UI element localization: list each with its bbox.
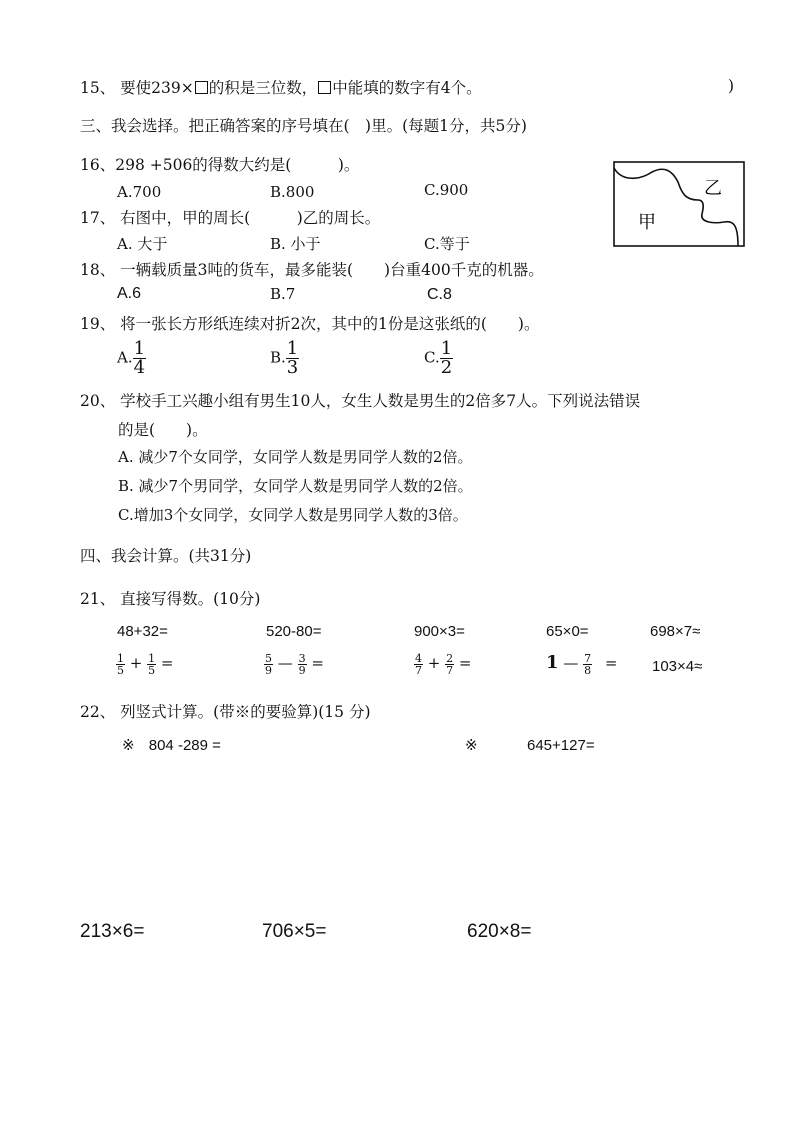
- q18-option-b: B.7: [270, 285, 296, 303]
- vertical-calc-item-2: 645+127=: [527, 737, 595, 754]
- section-3-title: 三、我会选择。把正确答案的序号填在( )里。(每题1分，共5分): [80, 117, 527, 135]
- question-21-title: 21、 直接写得数。(10分): [80, 590, 261, 608]
- calc-item: 103×4≈: [652, 658, 703, 675]
- question-text: 中能填的数字有4个。: [332, 79, 482, 97]
- q16-option-b: B.800: [270, 183, 315, 201]
- fraction: $\frac{5}{9}$: [265, 651, 272, 677]
- check-mark-icon: ※: [465, 737, 478, 754]
- calc-item-fraction: $\frac{4}{7}$ + $\frac{2}{7}$ =: [415, 651, 472, 677]
- vertical-calc-item-3: 213×6=: [80, 921, 145, 942]
- question-16: 16、298 +506的得数大约是( )。: [80, 156, 360, 174]
- section-4-title: 四、我会计算。(共31分): [80, 547, 252, 565]
- q19-option-c: C. $\frac{1}{2}$: [424, 338, 453, 378]
- question-18: 18、 一辆载质量3吨的货车，最多能装( )台重400千克的机器。: [80, 261, 544, 279]
- q20-option-b: B. 减少7个男同学，女同学人数是男同学人数的2倍。: [118, 477, 473, 495]
- q17-option-a: A. 大于: [117, 235, 168, 253]
- calc-item: 520-80=: [266, 623, 322, 640]
- blank-box-icon: [318, 81, 331, 94]
- question-19: 19、 将一张长方形纸连续对折2次，其中的1份是这张纸的( )。: [80, 315, 540, 333]
- perimeter-figure: [612, 160, 748, 250]
- q16-option-c: C.900: [424, 181, 469, 199]
- fraction: $\frac{1}{2}$: [440, 338, 453, 378]
- fraction: $\frac{1}{4}$: [133, 338, 146, 378]
- question-text: 要使239×: [120, 79, 194, 97]
- calc-item: 900×3=: [414, 623, 465, 640]
- q18-option-c: C.8: [427, 286, 452, 303]
- closing-paren: ): [728, 77, 735, 95]
- q20-option-c: C.增加3个女同学，女同学人数是男同学人数的3倍。: [118, 506, 468, 524]
- fraction: $\frac{7}{8}$: [584, 651, 592, 677]
- calc-item: 698×7≈: [650, 623, 701, 640]
- question-number: 15、: [80, 79, 116, 97]
- q17-option-c: C.等于: [424, 235, 470, 253]
- calc-item-fraction: $\frac{5}{9}$ — $\frac{3}{9}$ =: [265, 651, 324, 677]
- fraction: $\frac{1}{5}$: [117, 651, 124, 677]
- question-22-title: 22、 列竖式计算。(带※的要验算)(15 分): [80, 703, 371, 721]
- question-15: [80, 78, 482, 98]
- q19-option-a: A. $\frac{1}{4}$: [117, 338, 146, 378]
- q18-option-a: A.6: [117, 285, 142, 302]
- vertical-calc-item-5: 620×8=: [467, 921, 532, 942]
- q20-option-a: A. 减少7个女同学，女同学人数是男同学人数的2倍。: [118, 448, 473, 466]
- calc-item-fraction: $\frac{1}{5}$ + $\frac{1}{5}$ =: [117, 651, 174, 677]
- fraction: $\frac{1}{5}$: [148, 651, 156, 677]
- question-20-line-2: 的是( )。: [118, 421, 208, 439]
- calc-item: 65×0=: [546, 623, 589, 640]
- check-mark-icon: ※: [122, 737, 135, 754]
- question-20-line-1: 20、 学校手工兴趣小组有男生10人，女生人数是男生的2倍多7人。下列说法错误: [80, 392, 641, 410]
- fraction: $\frac{3}{9}$: [298, 651, 306, 677]
- calc-item-fraction: 1 — $\frac{7}{8}$ =: [546, 651, 618, 677]
- vertical-calc-item-1: ※ 804 -289 =: [122, 737, 221, 754]
- fraction: $\frac{1}{3}$: [286, 338, 299, 378]
- q17-option-b: B. 小于: [270, 235, 321, 253]
- vertical-calc-item-4: 706×5=: [262, 921, 327, 942]
- calc-item: 48+32=: [117, 623, 168, 640]
- fraction: $\frac{4}{7}$: [415, 651, 422, 677]
- question-text: 的积是三位数，: [208, 79, 318, 97]
- q19-option-b: B. $\frac{1}{3}$: [270, 338, 299, 378]
- question-17: 17、 右图中，甲的周长( )乙的周长。: [80, 209, 381, 227]
- blank-box-icon: [195, 81, 208, 94]
- q16-option-a: A.700: [117, 183, 162, 201]
- fraction: $\frac{2}{7}$: [446, 651, 454, 677]
- figure-label-yi: 乙: [704, 178, 722, 199]
- figure-label-jia: 甲: [638, 212, 656, 233]
